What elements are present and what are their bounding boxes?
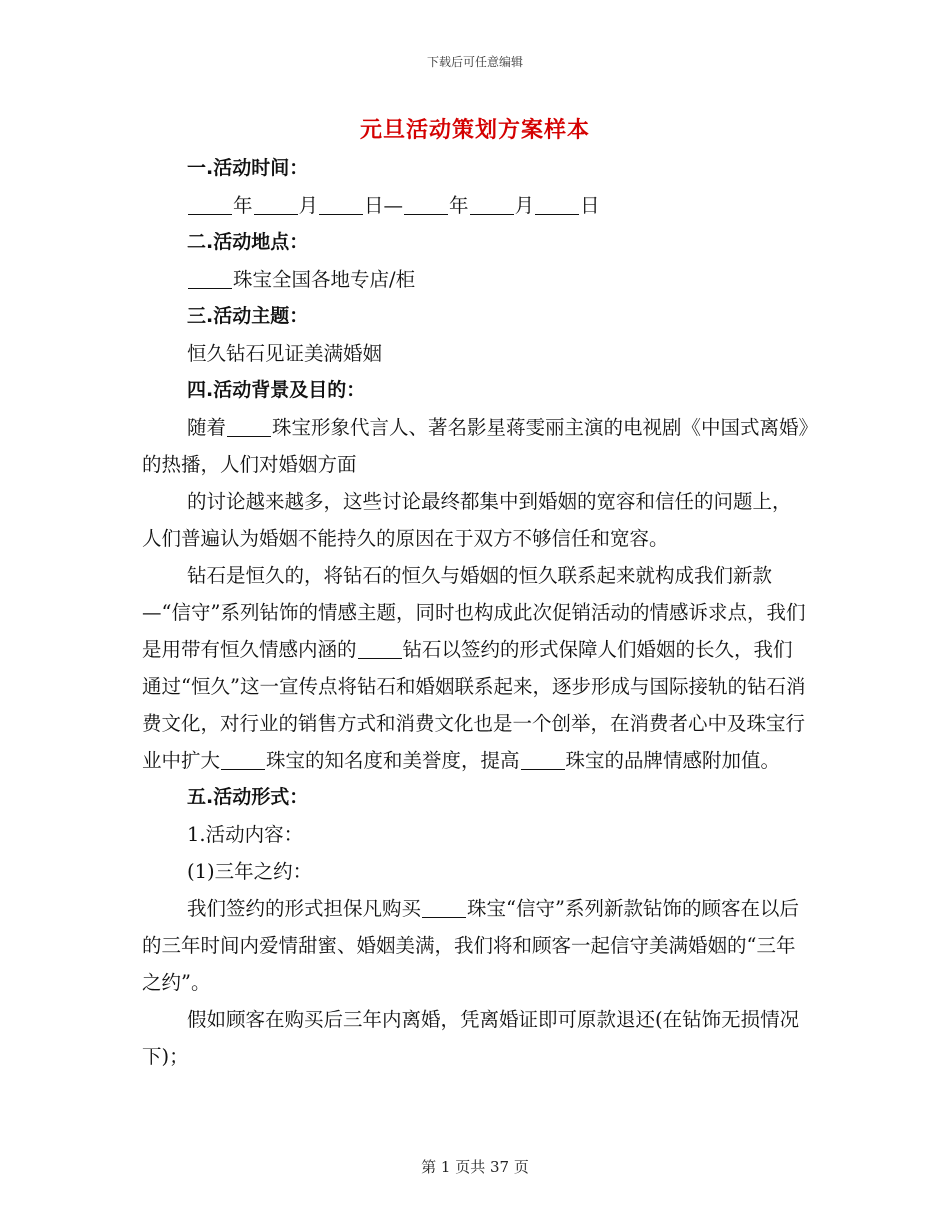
blank-line bbox=[254, 195, 298, 216]
paragraph-text: 珠宝的品牌情感附加值。 bbox=[565, 749, 781, 772]
page-header-note: 下载后可任意编辑 bbox=[426, 55, 523, 69]
paragraph-5: 假如顾客在购买后三年内离婚，凭离婚证即可原款退还(在钻饰无损情况下)； bbox=[142, 1008, 800, 1068]
blank-line bbox=[227, 417, 271, 438]
date-unit: 日— bbox=[364, 194, 404, 217]
section-4-heading: 四.活动背景及目的： bbox=[187, 379, 366, 401]
blank-line bbox=[521, 750, 565, 771]
section-3-heading: 三.活动主题： bbox=[187, 305, 309, 327]
theme-text: 恒久钻石见证美满婚姻 bbox=[187, 342, 383, 365]
blank-line bbox=[319, 195, 363, 216]
date-unit: 年 bbox=[233, 194, 253, 217]
date-unit: 年 bbox=[449, 194, 469, 217]
blank-line bbox=[470, 195, 514, 216]
blank-line bbox=[188, 195, 232, 216]
section-5-heading: 五.活动形式： bbox=[187, 786, 309, 808]
date-range-line bbox=[142, 187, 810, 224]
blank-line bbox=[404, 195, 448, 216]
paragraph-4 bbox=[142, 890, 810, 1001]
section-1-heading: 一.活动时间： bbox=[187, 157, 309, 179]
section-2-heading: 二.活动地点： bbox=[187, 231, 309, 253]
paragraph-3 bbox=[142, 557, 810, 779]
paragraph-text: 珠宝的知名度和美誉度，提高 bbox=[266, 749, 520, 772]
blank-line bbox=[358, 639, 402, 660]
list-item-1: 1.活动内容： bbox=[187, 823, 304, 846]
blank-line bbox=[188, 269, 232, 290]
list-item-1-1: (1)三年之约： bbox=[187, 860, 313, 883]
paragraph-text: 珠宝“信守”系列新款钻饰的顾客在以后的三年时间内爱情甜蜜、婚姻美满，我们将和顾客一起信守美满婚姻的“三年之约”。 bbox=[142, 897, 799, 994]
blank-line bbox=[535, 195, 579, 216]
date-unit: 月 bbox=[298, 194, 319, 217]
date-unit: 日 bbox=[580, 194, 600, 217]
paragraph-text: 随着 bbox=[187, 416, 227, 439]
paragraph-text: 我们签约的形式担保凡购买 bbox=[187, 897, 422, 920]
paragraph-text: 钻石是恒久的，将钻石的恒久与婚姻的恒久联系起来就构成我们新款—“信守”系列钻饰的情感主题，同时也构成此次促销活动的情感诉求点，我们是用带有恒久情感内涵的 bbox=[142, 564, 806, 661]
document-title: 元旦活动策划方案样本 bbox=[359, 117, 590, 143]
location-text: 珠宝全国各地专店/柜 bbox=[233, 268, 416, 291]
paragraph-1 bbox=[142, 409, 810, 483]
location-line bbox=[142, 261, 810, 298]
document-body bbox=[142, 150, 810, 1075]
blank-line bbox=[221, 750, 265, 771]
page-footer-number: 第 1 页共 37 页 bbox=[421, 1158, 529, 1176]
blank-line bbox=[422, 898, 466, 919]
date-unit: 月 bbox=[514, 194, 535, 217]
paragraph-2: 的讨论越来越多，这些讨论最终都集中到婚姻的宽容和信任的问题上，人们普遍认为婚姻不能持久的原因在于双方不够信任和宽容。 bbox=[142, 490, 792, 550]
paragraph-text: 珠宝形象代言人、著名影星蒋雯丽主演的电视剧《中国式离婚》的热播，人们对婚姻方面 bbox=[142, 416, 809, 476]
paragraph-text: 钻石以签约的形式保障人们婚姻的长久，我们通过“恒久”这一宣传点将钻石和婚姻联系起来，逐步形成与国际接轨的钻石消费文化，对行业的销售方式和消费文化也是一个创举，在消费者心中及珠宝行业中扩大 bbox=[142, 638, 806, 772]
